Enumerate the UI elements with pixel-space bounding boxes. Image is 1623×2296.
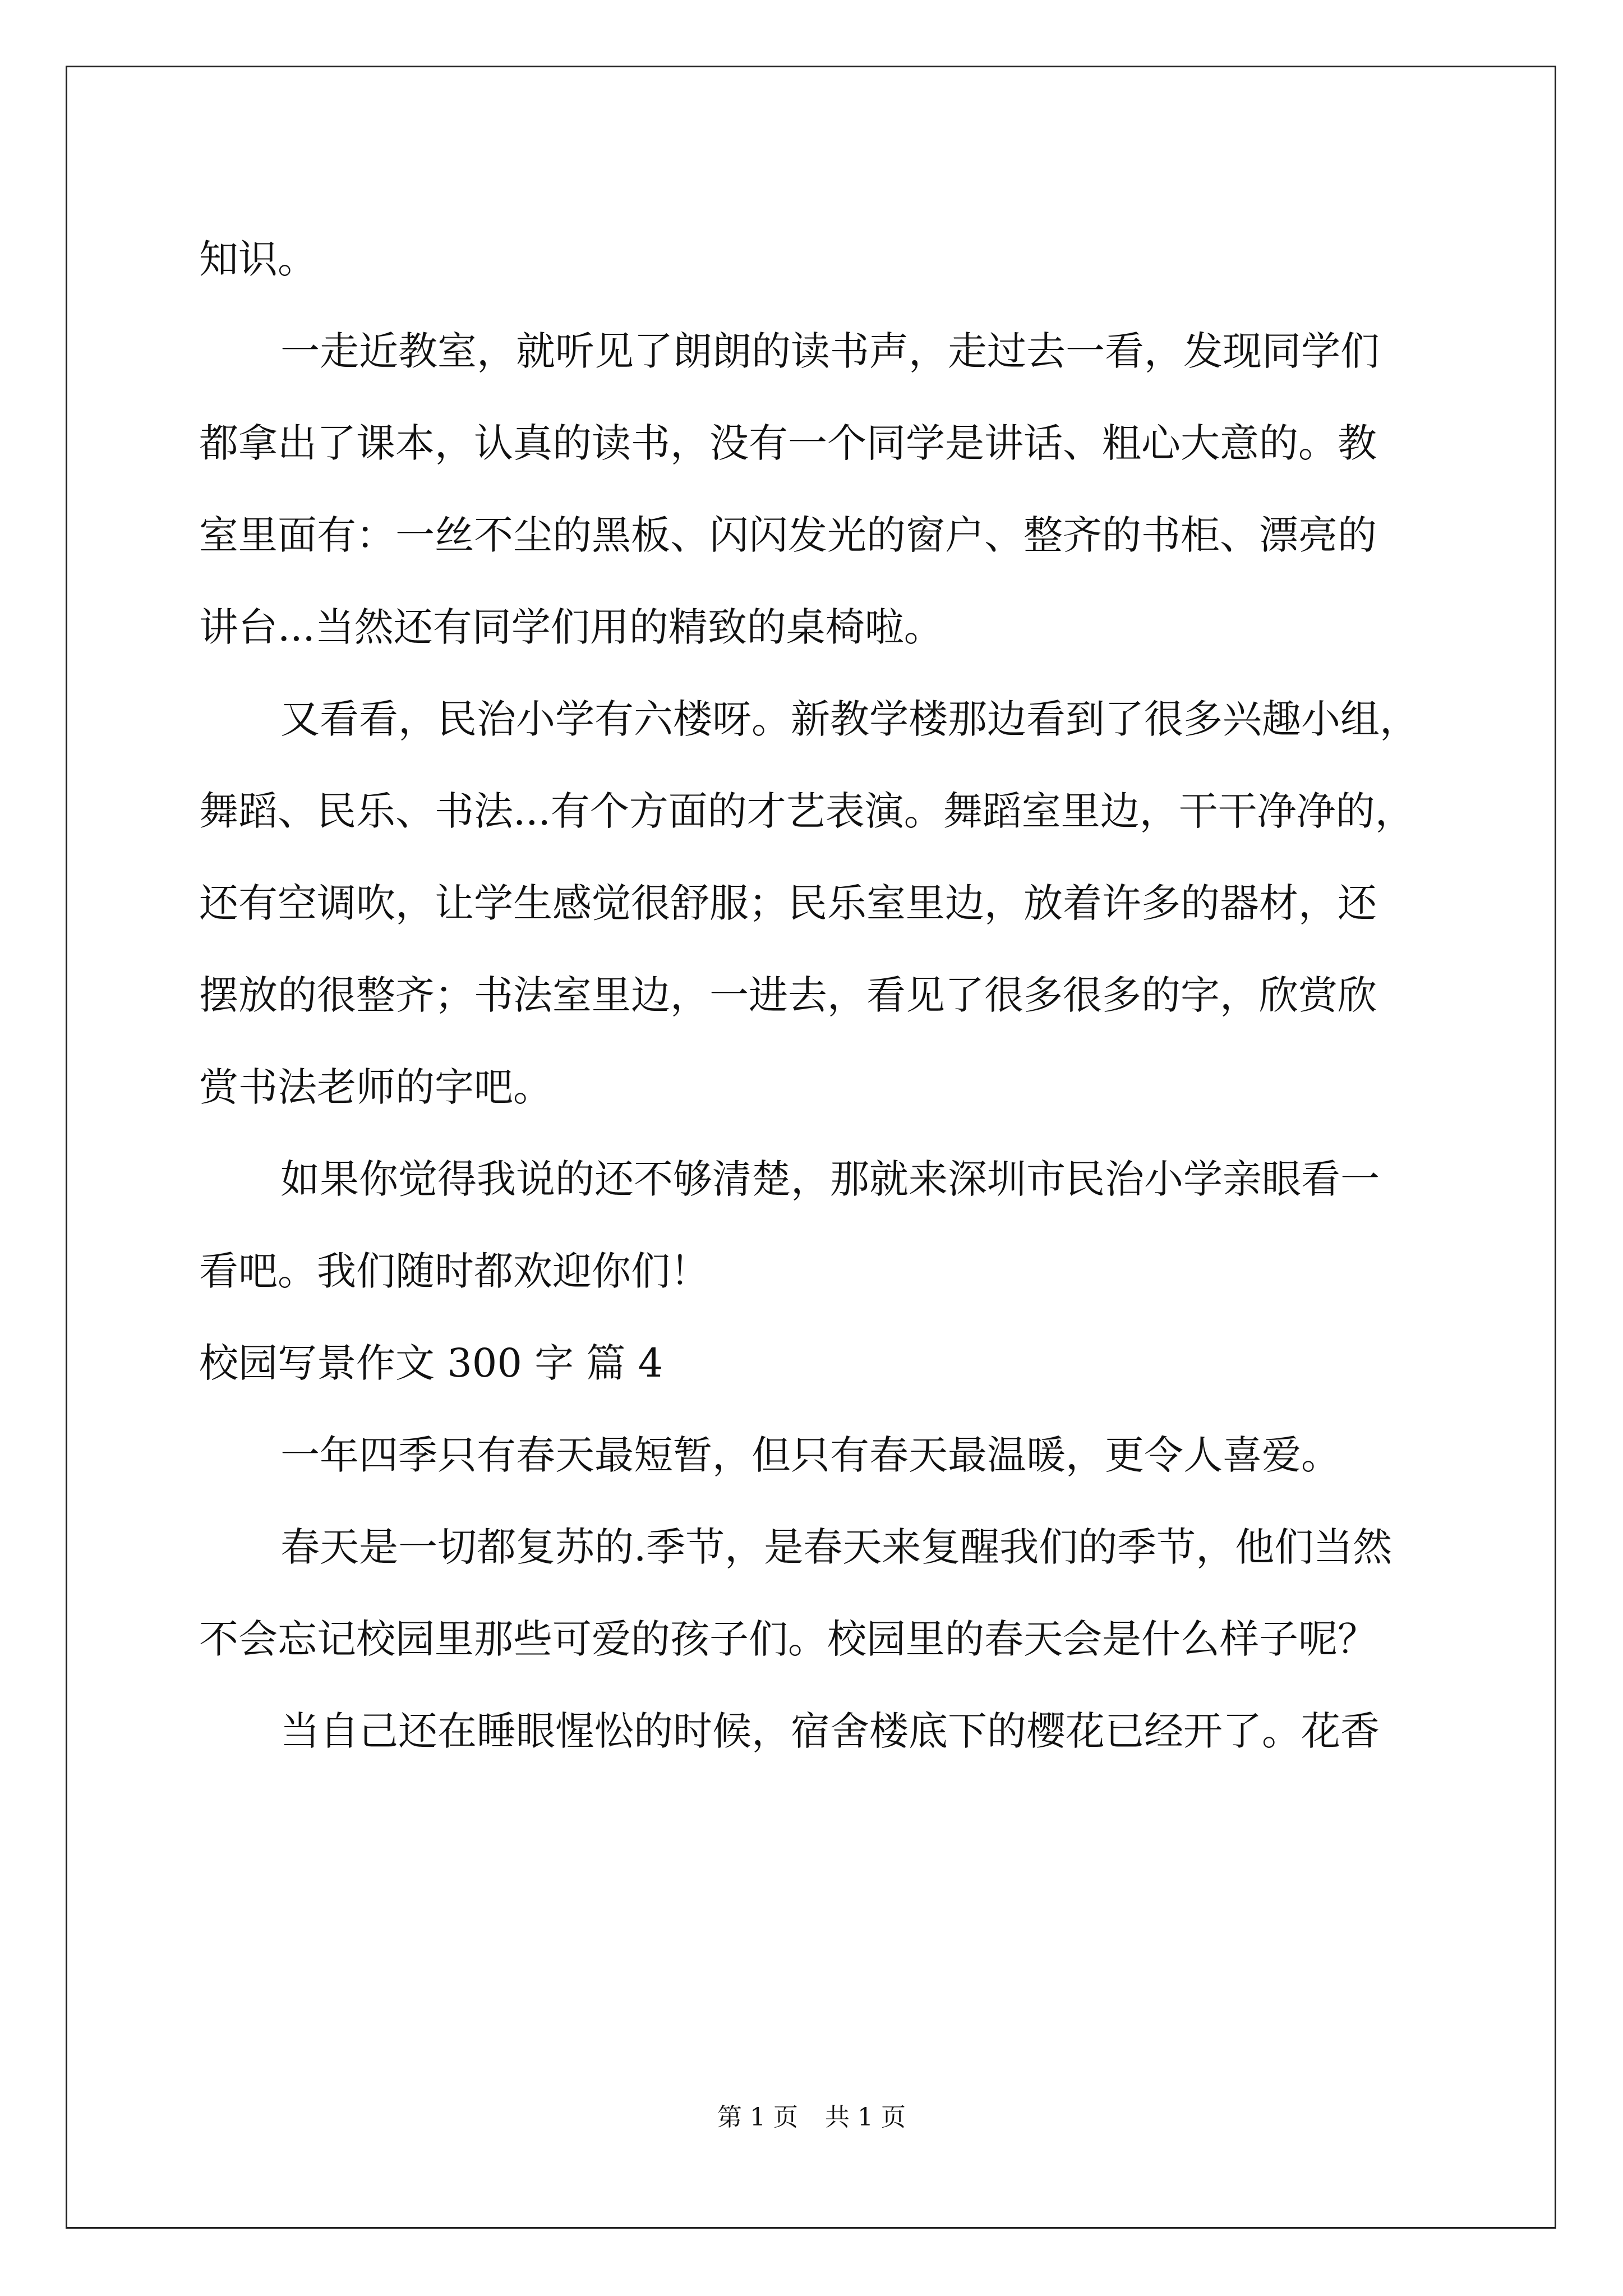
text-line: 还有空调吹，让学生感觉很舒服；民乐室里边，放着许多的器材，还 — [199, 880, 1377, 926]
text-line: 都拿出了课本，认真的读书，没有一个同学是讲话、粗心大意的。教 — [199, 420, 1377, 466]
page-number-current: 第 1 页 — [717, 2103, 798, 2132]
text-line: 当自己还在睡眼惺忪的时候，宿舍楼底下的樱花已经开了。花香 — [280, 1708, 1380, 1754]
text-line: 摆放的很整齐；书法室里边，一进去，看见了很多很多的字，欣赏欣 — [199, 972, 1377, 1018]
text-line: 室里面有：一丝不尘的黑板、闪闪发光的窗户、整齐的书柜、漂亮的 — [199, 512, 1377, 558]
document-body — [199, 213, 1430, 1777]
text-line: 看吧。我们随时都欢迎你们！ — [199, 1248, 709, 1294]
text-line: 讲台...当然还有同学们用的精致的桌椅啦。 — [199, 604, 943, 650]
text-line: 一走近教室，就听见了朗朗的读书声，走过去一看，发现同学们 — [280, 328, 1380, 374]
text-line: 赏书法老师的字吧。 — [199, 1064, 552, 1110]
page-footer — [0, 2101, 1623, 2134]
page-number-total: 共 1 页 — [825, 2103, 906, 2132]
text-line: 如果你觉得我说的还不够清楚，那就来深圳市民治小学亲眼看一 — [280, 1156, 1380, 1202]
section-heading: 校园写景作文 300 字 篇 4 — [199, 1340, 663, 1386]
text-line: 不会忘记校园里那些可爱的孩子们。校园里的春天会是什么样子呢？ — [199, 1616, 1377, 1662]
text-line: 春天是一切都复苏的.季节，是春天来复醒我们的季节，他们当然 — [280, 1524, 1393, 1570]
text-line: 舞蹈、民乐、书法...有个方面的才艺表演。舞蹈室里边，干干净净的， — [199, 788, 1414, 834]
text-line: 又看看，民治小学有六楼呀。新教学楼那边看到了很多兴趣小组， — [280, 696, 1419, 742]
text-line: 知识。 — [199, 236, 317, 282]
text-line: 一年四季只有春天最短暂，但只有春天最温暖，更令人喜爱。 — [280, 1432, 1340, 1478]
